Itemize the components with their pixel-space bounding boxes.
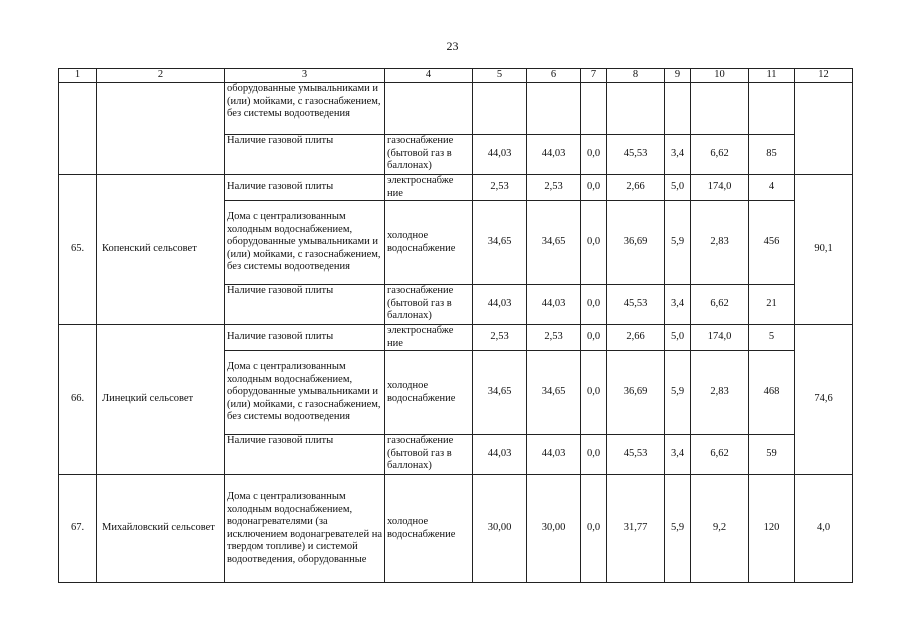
value-cell: 0,0	[581, 201, 607, 285]
value-cell: 45,53	[607, 285, 665, 325]
cell	[527, 83, 581, 135]
settlement-name: Михайловский сельсовет	[97, 475, 225, 583]
value-cell: 4	[749, 175, 795, 201]
value-cell: 34,65	[473, 201, 527, 285]
value-cell: 2,53	[473, 325, 527, 351]
value-cell: 45,53	[607, 435, 665, 475]
settlement-name: Линецкий сельсовет	[97, 325, 225, 475]
cell	[385, 83, 473, 135]
value-cell: 44,03	[473, 285, 527, 325]
cell	[665, 83, 691, 135]
cell	[581, 83, 607, 135]
value-cell: 0,0	[581, 435, 607, 475]
utility-type: газоснабжение (бытовой газ в баллонах)	[385, 285, 473, 325]
value-cell: 2,83	[691, 351, 749, 435]
value-cell: 5,9	[665, 475, 691, 583]
utility-type: электроснабже ние	[385, 175, 473, 201]
value-cell: 3,4	[665, 435, 691, 475]
column-header: 12	[795, 69, 853, 83]
value-cell: 174,0	[691, 175, 749, 201]
value-cell: 2,83	[691, 201, 749, 285]
column-header: 3	[225, 69, 385, 83]
column-header: 7	[581, 69, 607, 83]
cell	[749, 83, 795, 135]
utility-type: электроснабже ние	[385, 325, 473, 351]
housing-description: Дома с централизованным холодным водоснабжением, водонагревателями (за исключением водонагревателей на твердом топливе) и системой водоотведения, оборудованные	[225, 475, 385, 583]
value-cell: 468	[749, 351, 795, 435]
column-header: 2	[97, 69, 225, 83]
housing-description: Наличие газовой плиты	[225, 285, 385, 325]
value-cell: 120	[749, 475, 795, 583]
value-cell: 5,0	[665, 325, 691, 351]
value-cell: 6,62	[691, 285, 749, 325]
row-number-cell	[59, 83, 97, 175]
value-cell: 30,00	[473, 475, 527, 583]
housing-description: Наличие газовой плиты	[225, 325, 385, 351]
value-cell: 36,69	[607, 201, 665, 285]
value-cell: 34,65	[527, 201, 581, 285]
value-cell: 44,03	[473, 435, 527, 475]
column-header: 6	[527, 69, 581, 83]
cell	[691, 83, 749, 135]
header-row	[59, 69, 853, 83]
total-cell: 4,0	[795, 475, 853, 583]
value-cell: 44,03	[473, 135, 527, 175]
total-cell	[795, 83, 853, 175]
table-row	[59, 325, 853, 351]
table-row	[59, 83, 853, 135]
row-number: 66.	[59, 325, 97, 475]
utility-type: холодное водоснабжение	[385, 201, 473, 285]
value-cell: 456	[749, 201, 795, 285]
value-cell: 3,4	[665, 135, 691, 175]
housing-description: Дома с централизованным холодным водоснабжением, оборудованные умывальниками и (или) мойками, с газоснабжением, без системы водоотведения	[225, 201, 385, 285]
tariff-table	[58, 68, 853, 583]
total-cell: 74,6	[795, 325, 853, 475]
value-cell: 3,4	[665, 285, 691, 325]
value-cell: 85	[749, 135, 795, 175]
value-cell: 44,03	[527, 435, 581, 475]
table-row	[59, 175, 853, 201]
value-cell: 31,77	[607, 475, 665, 583]
value-cell: 0,0	[581, 135, 607, 175]
value-cell: 2,53	[473, 175, 527, 201]
value-cell: 5,9	[665, 351, 691, 435]
value-cell: 2,66	[607, 325, 665, 351]
value-cell: 0,0	[581, 175, 607, 201]
column-header: 11	[749, 69, 795, 83]
table-row	[59, 475, 853, 583]
column-header: 9	[665, 69, 691, 83]
value-cell: 9,2	[691, 475, 749, 583]
utility-type: газоснабжение (бытовой газ в баллонах)	[385, 435, 473, 475]
column-header: 4	[385, 69, 473, 83]
settlement-name: Копенский сельсовет	[97, 175, 225, 325]
value-cell: 6,62	[691, 435, 749, 475]
value-cell: 5,0	[665, 175, 691, 201]
housing-description: Наличие газовой плиты	[225, 135, 385, 175]
value-cell: 0,0	[581, 285, 607, 325]
value-cell: 6,62	[691, 135, 749, 175]
value-cell: 5,9	[665, 201, 691, 285]
column-header: 10	[691, 69, 749, 83]
utility-type: холодное водоснабжение	[385, 351, 473, 435]
value-cell: 30,00	[527, 475, 581, 583]
cell	[473, 83, 527, 135]
value-cell: 0,0	[581, 351, 607, 435]
value-cell: 44,03	[527, 135, 581, 175]
value-cell: 2,53	[527, 325, 581, 351]
utility-type: холодное водоснабжение	[385, 475, 473, 583]
value-cell: 174,0	[691, 325, 749, 351]
row-number: 65.	[59, 175, 97, 325]
value-cell: 59	[749, 435, 795, 475]
utility-type: газоснабжение (бытовой газ в баллонах)	[385, 135, 473, 175]
housing-description: Дома с централизованным холодным водоснабжением, оборудованные умывальниками и (или) мойками, с газоснабжением, без системы водоотведения	[225, 351, 385, 435]
value-cell: 2,53	[527, 175, 581, 201]
cell	[607, 83, 665, 135]
value-cell: 34,65	[473, 351, 527, 435]
housing-description: Наличие газовой плиты	[225, 175, 385, 201]
housing-description: Наличие газовой плиты	[225, 435, 385, 475]
value-cell: 5	[749, 325, 795, 351]
page-number: 23	[446, 39, 459, 53]
value-cell: 34,65	[527, 351, 581, 435]
column-header: 5	[473, 69, 527, 83]
value-cell: 0,0	[581, 325, 607, 351]
column-header: 8	[607, 69, 665, 83]
row-number: 67.	[59, 475, 97, 583]
value-cell: 44,03	[527, 285, 581, 325]
value-cell: 21	[749, 285, 795, 325]
value-cell: 2,66	[607, 175, 665, 201]
settlement-cell	[97, 83, 225, 175]
total-cell: 90,1	[795, 175, 853, 325]
value-cell: 36,69	[607, 351, 665, 435]
value-cell: 0,0	[581, 475, 607, 583]
value-cell: 45,53	[607, 135, 665, 175]
column-header: 1	[59, 69, 97, 83]
housing-description: оборудованные умывальниками и (или) мойками, с газоснабжением, без системы водоотведения	[225, 83, 385, 135]
